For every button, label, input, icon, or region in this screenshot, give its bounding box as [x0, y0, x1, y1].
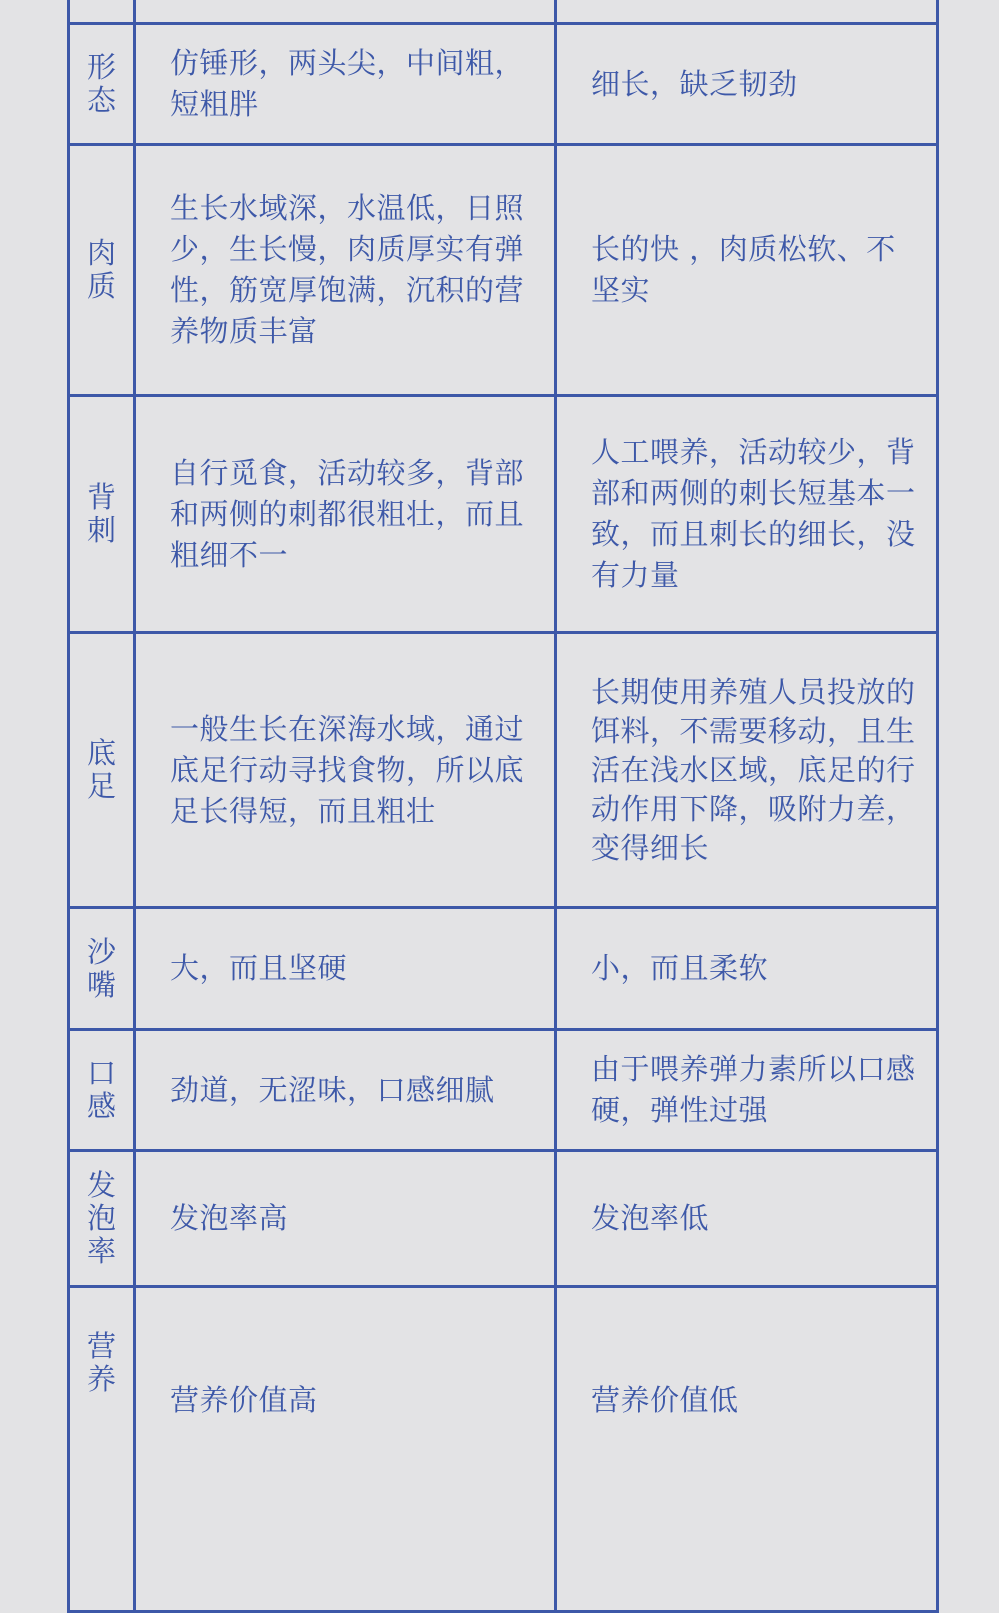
- wild-cell: [135, 0, 556, 24]
- wild-cell: [135, 24, 556, 145]
- table-row: [69, 1030, 938, 1151]
- farmed-description: 营养价值低: [591, 1383, 739, 1417]
- farmed-description: 小，而且柔软: [591, 951, 769, 985]
- wild-description: 生长水域深，水温低，日照少，生长慢，肉质厚实有弹性，筋宽厚饱满，沉积的营养物质丰富: [170, 191, 525, 348]
- farmed-cell: [556, 24, 938, 145]
- wild-description: 发泡率高: [170, 1201, 289, 1235]
- row-label-cell: [69, 1030, 135, 1151]
- wild-cell: [135, 1030, 556, 1151]
- row-label: 形态: [86, 50, 116, 117]
- farmed-description: 发泡率低: [591, 1201, 710, 1235]
- row-label-cell: [69, 145, 135, 396]
- row-label-cell: [69, 1287, 135, 1612]
- row-label: 肉质: [86, 236, 116, 303]
- row-label-cell: [69, 1151, 135, 1287]
- row-label: 底足: [86, 736, 116, 803]
- row-label: 背刺: [86, 480, 116, 547]
- farmed-description: 细长，缺乏韧劲: [591, 66, 798, 101]
- farmed-description: 长期使用养殖人员投放的饵料，不需要移动，且生活在浅水区域，底足的行动作用下降，吸附力差，变得细长: [591, 674, 916, 865]
- wild-cell: [135, 145, 556, 396]
- table-row: [69, 1287, 938, 1612]
- wild-cell: [135, 633, 556, 908]
- farmed-cell: [556, 145, 938, 396]
- farmed-cell: [556, 396, 938, 633]
- row-label: 营养: [86, 1329, 116, 1396]
- wild-description: 营养价值高: [170, 1383, 318, 1417]
- farmed-description: 由于喂养弹力素所以口感硬，弹性过强: [591, 1052, 916, 1127]
- table-row: [69, 145, 938, 396]
- wild-description: 一般生长在深海水域，通过底足行动寻找食物，所以底足长得短，而且粗壮: [170, 711, 525, 828]
- row-label: 沙嘴: [86, 934, 116, 1002]
- wild-cell: [135, 1287, 556, 1612]
- wild-description: 劲道，无涩味，口感细腻: [170, 1072, 495, 1107]
- row-label: 发泡率: [86, 1168, 116, 1268]
- wild-cell: [135, 908, 556, 1030]
- wild-description: 自行觅食，活动较多，背部和两侧的刺都很粗壮，而且粗细不一: [170, 455, 525, 572]
- farmed-cell: [556, 1030, 938, 1151]
- farmed-cell: [556, 1287, 938, 1612]
- row-label-cell: [69, 24, 135, 145]
- wild-cell: [135, 1151, 556, 1287]
- farmed-cell: [556, 0, 938, 24]
- farmed-cell: [556, 1151, 938, 1287]
- farmed-cell: [556, 633, 938, 908]
- comparison-table: [67, 0, 939, 1613]
- table-row: [69, 1151, 938, 1287]
- table-row: [69, 24, 938, 145]
- farmed-description: 人工喂养，活动较少，背部和两侧的刺长短基本一致，而且刺长的细长，没有力量: [591, 435, 916, 592]
- row-label-cell: [69, 633, 135, 908]
- farmed-description: 长的快 ，肉质松软、不坚实: [591, 232, 896, 307]
- table-row: [69, 0, 938, 24]
- farmed-cell: [556, 908, 938, 1030]
- table-row: [69, 908, 938, 1030]
- table-row: [69, 396, 938, 633]
- table-row: [69, 633, 938, 908]
- wild-cell: [135, 396, 556, 633]
- row-label-cell: [69, 396, 135, 633]
- wild-description: 大，而且坚硬: [170, 951, 348, 985]
- row-label-cell: [69, 0, 135, 24]
- row-label-cell: [69, 908, 135, 1030]
- row-label: 口感: [86, 1056, 116, 1123]
- wild-description: 仿锤形，两头尖，中间粗，短粗胖: [170, 46, 525, 121]
